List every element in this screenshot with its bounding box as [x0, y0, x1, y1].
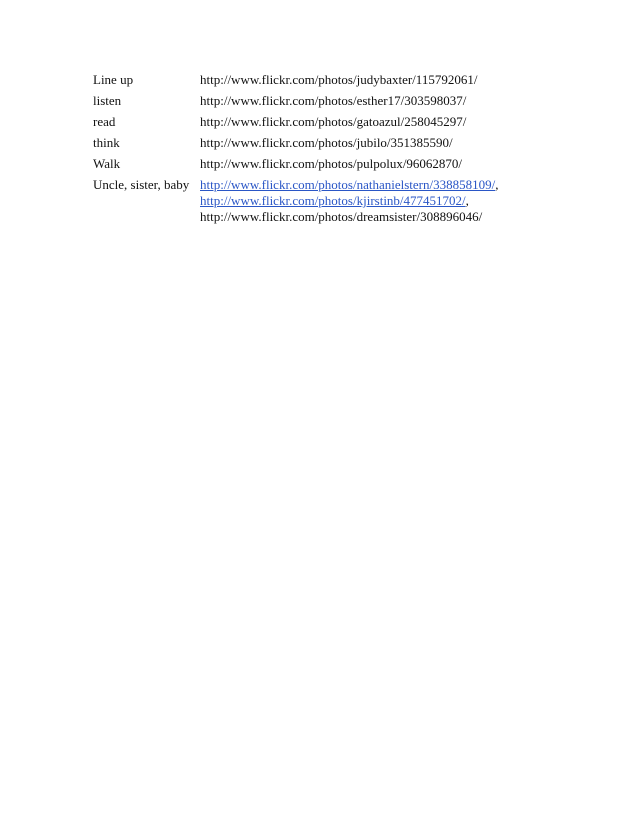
source-line	[200, 72, 613, 88]
credit-row	[93, 135, 613, 151]
credit-row	[93, 177, 613, 225]
source-separator: ,	[465, 193, 469, 208]
photo-credits-list	[93, 72, 613, 230]
credit-term: think	[93, 135, 120, 150]
credit-sources	[200, 135, 613, 151]
credit-term: listen	[93, 93, 122, 108]
credit-sources	[200, 177, 613, 225]
source-url: http://www.flickr.com/photos/pulpolux/96062870/	[200, 156, 463, 171]
source-url: http://www.flickr.com/photos/jubilo/351385590/	[200, 135, 453, 150]
credit-sources	[200, 93, 613, 109]
source-line	[200, 156, 613, 172]
source-url: http://www.flickr.com/photos/judybaxter/115792061/	[200, 72, 478, 87]
source-url: http://www.flickr.com/photos/dreamsister/308896046/	[200, 209, 483, 224]
source-link[interactable]: http://www.flickr.com/photos/kjirstinb/477451702/	[200, 193, 466, 208]
credit-row	[93, 114, 613, 130]
credit-term: Walk	[93, 156, 121, 171]
source-separator: ,	[495, 177, 499, 192]
source-link[interactable]: http://www.flickr.com/photos/nathanielstern/338858109/	[200, 177, 496, 192]
credit-row	[93, 156, 613, 172]
credit-term: Line up	[93, 72, 134, 87]
source-url: http://www.flickr.com/photos/esther17/303598037/	[200, 93, 467, 108]
credit-sources	[200, 156, 613, 172]
source-line	[200, 177, 613, 193]
source-url: http://www.flickr.com/photos/gatoazul/258045297/	[200, 114, 467, 129]
source-line	[200, 209, 613, 225]
credit-row	[93, 93, 613, 109]
credit-sources	[200, 72, 613, 88]
credit-sources	[200, 114, 613, 130]
source-line	[200, 114, 613, 130]
credit-term: Uncle, sister, baby	[93, 177, 190, 192]
credit-row	[93, 72, 613, 88]
source-line	[200, 193, 613, 209]
source-line	[200, 93, 613, 109]
credit-term: read	[93, 114, 116, 129]
source-line	[200, 135, 613, 151]
